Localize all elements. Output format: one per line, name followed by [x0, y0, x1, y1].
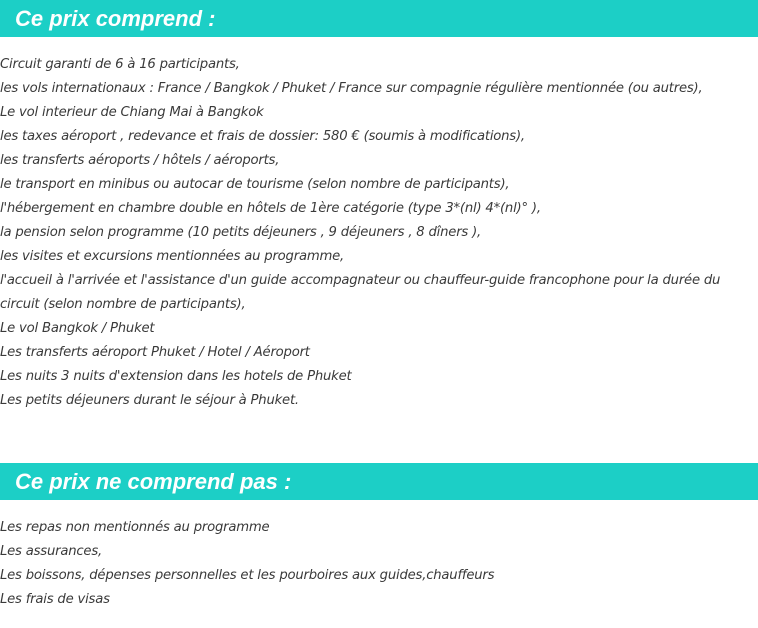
list-item: les visites et excursions mentionnées au programme, [0, 249, 345, 264]
list-item: le transport en minibus ou autocar de tourisme (selon nombre de participants), [0, 177, 510, 192]
list-item: Les boissons, dépenses personnelles et les pourboires aux guides,chauffeurs [0, 568, 495, 583]
included-list [0, 53, 752, 413]
list-item: les transferts aéroports / hôtels / aéroports, [0, 153, 280, 168]
list-item: Les nuits 3 nuits d'extension dans les hotels de Phuket [0, 369, 352, 384]
excluded-title: Ce prix ne comprend pas : [15, 469, 292, 494]
excluded-header [0, 463, 758, 500]
list-item: l'accueil à l'arrivée et l'assistance d'un guide accompagnateur ou chauffeur-guide francophone pour la durée du circuit (selon nombre de participants), [0, 273, 721, 312]
included-header [0, 0, 758, 37]
list-item: Les petits déjeuners durant le séjour à Phuket. [0, 393, 299, 408]
included-title: Ce prix comprend : [15, 6, 216, 31]
list-item: la pension selon programme (10 petits déjeuners , 9 déjeuners , 8 dîners ), [0, 225, 482, 240]
excluded-list [0, 516, 752, 612]
list-item: Circuit garanti de 6 à 16 participants, [0, 57, 240, 72]
list-item: Le vol Bangkok / Phuket [0, 321, 155, 336]
list-item: l'hébergement en chambre double en hôtels de 1ère catégorie (type 3*(nl) 4*(nl)° ), [0, 201, 541, 216]
list-item: Les assurances, [0, 544, 102, 559]
list-item: Les transferts aéroport Phuket / Hotel / Aéroport [0, 345, 310, 360]
list-item: les vols internationaux : France / Bangkok / Phuket / France sur compagnie régulière mentionnée (ou autres), [0, 81, 703, 96]
list-item: Les repas non mentionnés au programme [0, 520, 270, 535]
list-item: Les frais de visas [0, 592, 110, 607]
list-item: Le vol interieur de Chiang Mai à Bangkok [0, 105, 264, 120]
list-item: les taxes aéroport , redevance et frais de dossier: 580 € (soumis à modifications), [0, 129, 525, 144]
